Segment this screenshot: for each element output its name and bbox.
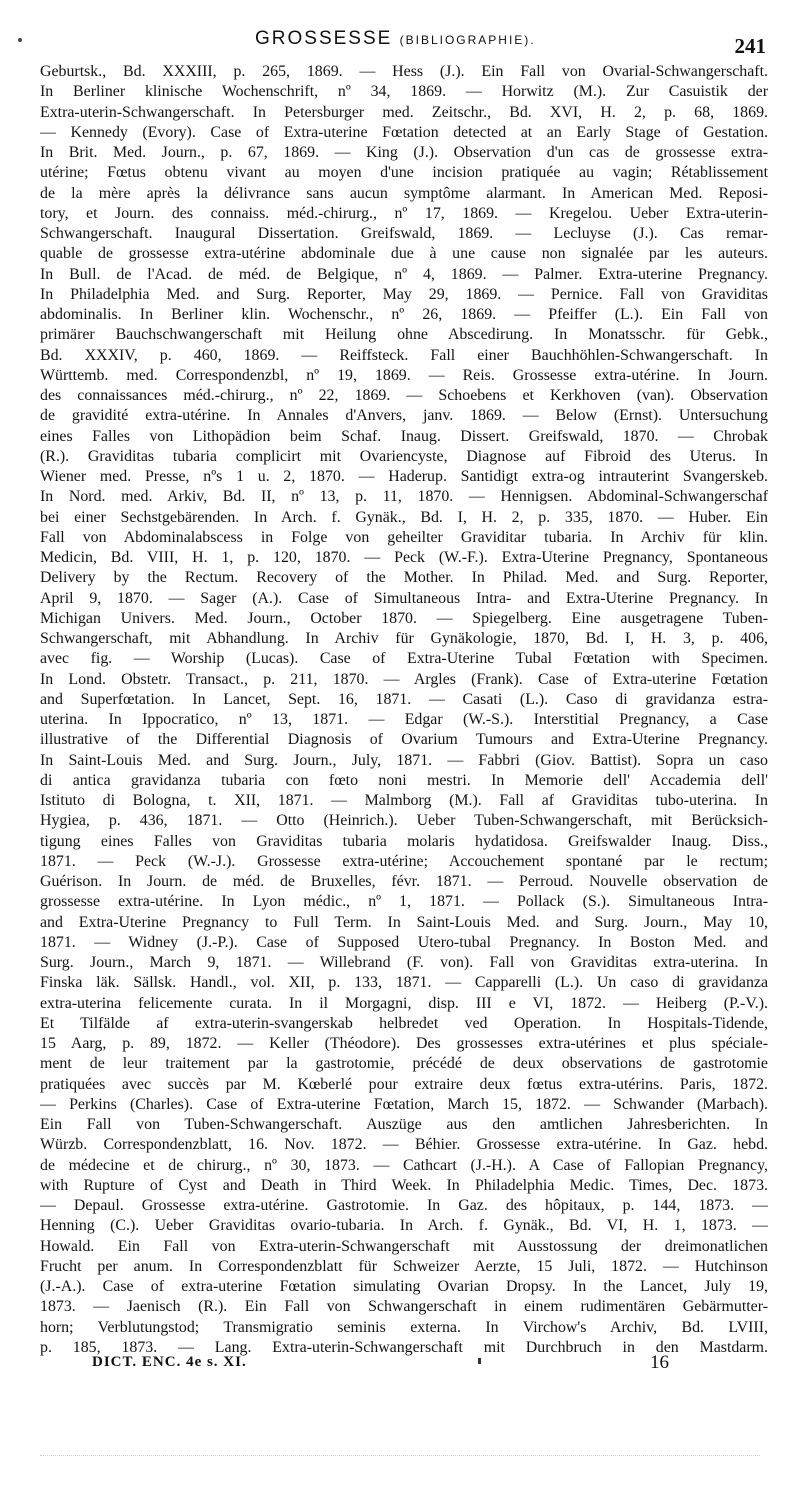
text-line: Geburtsk., Bd. XXXIII, p. 265, 1869. — Hess (J.). Ein Fall von Ovarial-Schwangerschaft. [40, 63, 768, 80]
text-line: In Saint-Louis Med. and Surg. Journ., July, 1871. — Fabbri (Giov. Battist). Sopra un caso [40, 751, 768, 769]
bleed-through-line [40, 1455, 760, 1457]
text-line: Fall von Abdominalabscess in Folge von geheilter Graviditar tubaria. In Archiv für klin. [40, 528, 768, 546]
bibliography-text [40, 62, 768, 1358]
text-line: — Kennedy (Evory). Case of Extra-uterine Fœtation detected at an Early Stage of Gestation. [40, 123, 768, 141]
text-line: Bd. XXXIV, p. 460, 1869. — Reiffsteck. Fall einer Bauchhöhlen-Schwangerschaft. In [40, 346, 768, 364]
text-line: de la mère après la délivrance sans aucun symptôme alarmant. In American Med. Reposi- [40, 184, 768, 202]
text-line: uterina. In Ippocratico, nº 13, 1871. — Edgar (W.-S.). Interstitial Pregnancy, a Case [40, 711, 768, 728]
text-line: 1871. — Peck (W.-J.). Grossesse extra-utérine; Accouchement spontané par le rectum; [40, 852, 768, 870]
text-line: eines Falles von Lithopädion beim Schaf. Inaug. Dissert. Greifswald, 1870. — Chrobak [40, 427, 768, 445]
text-line: de gravidité extra-utérine. In Annales d'Anvers, janv. 1869. — Below (Ernst). Untersuchung [40, 407, 768, 425]
text-line: horn; Verblutungstod; Transmigratio seminis externa. In Virchow's Archiv, Bd. LVIII, [40, 1318, 768, 1336]
text-line: Delivery by the Rectum. Recovery of the Mother. In Philad. Med. and Surg. Reporter, [40, 569, 768, 587]
running-head-title: GROSSESSE [255, 28, 393, 49]
text-line: In Bull. de l'Acad. de méd. de Belgique, nº 4, 1869. — Palmer. Extra-uterine Pregnancy. [40, 265, 768, 283]
text-line: des connaissances méd.-chirurg., nº 22, 1869. — Schoebens et Kerkhoven (van). Observation [40, 387, 768, 404]
text-line: Istituto di Bologna, t. XII, 1871. — Malmborg (M.). Fall af Graviditas tubo-uterina. In [40, 792, 768, 809]
text-line: In Brit. Med. Journ., p. 67, 1869. — King (J.). Observation d'un cas de grossesse extra- [40, 144, 768, 161]
text-line: tigung eines Falles von Graviditas tubaria molaris hydatidosa. Greifswalder Inaug. Diss., [40, 832, 768, 850]
text-line: Guérison. In Journ. de méd. de Bruxelles, févr. 1871. — Perroud. Nouvelle observation de [40, 873, 768, 890]
page-header [0, 28, 800, 58]
text-line: bei einer Sechstgebärenden. In Arch. f. Gynäk., Bd. I, H. 2, p. 335, 1870. — Huber. Ein [40, 508, 768, 526]
text-line: Würzb. Correspondenzblatt, 16. Nov. 1872. — Béhier. Grossesse extra-utérine. In Gaz. hebd. [40, 1136, 768, 1154]
signature-number: 16 [650, 1352, 669, 1373]
text-line: — Depaul. Grossesse extra-utérine. Gastrotomie. In Gaz. des hôpitaux, p. 144, 1873. — [40, 1197, 768, 1214]
text-line: de médecine et de chirurg., nº 30, 1873. — Cathcart (J.-H.). A Case of Fallopian Pregnancy, [40, 1156, 768, 1174]
text-line: Et Tilfälde af extra-uterin-svangerskab helbredet ved Operation. In Hospitals-Tidende, [40, 1014, 768, 1032]
running-head [255, 28, 536, 50]
text-line: In Lond. Obstetr. Transact., p. 211, 1870. — Argles (Frank). Case of Extra-uterine Fœtation [40, 670, 768, 688]
text-line: Medicin, Bd. VIII, H. 1, p. 120, 1870. — Peck (W.-F.). Extra-Uterine Pregnancy, Spontaneous [40, 549, 768, 566]
text-line: In Berliner klinische Wochenschrift, nº 34, 1869. — Horwitz (M.). Zur Casuistik der [40, 83, 768, 101]
text-line: — Perkins (Charles). Case of Extra-uterine Fœtation, March 15, 1872. — Schwander (Marbach). [40, 1095, 768, 1113]
text-line: utérine; Fœtus obtenu vivant au moyen d'une incision pratiquée au vagin; Rétablissement [40, 164, 768, 182]
text-line: Extra-uterin-Schwangerschaft. In Petersburger med. Zeitschr., Bd. XVI, H. 2, p. 68, 1869. [40, 103, 768, 121]
text-line: extra-uterina felicemente curata. In il Morgagni, disp. III e VI, 1872. — Heiberg (P.-V.). [40, 994, 768, 1012]
text-line: 1871. — Widney (J.-P.). Case of Supposed Utero-tubal Pregnancy. In Boston Med. and [40, 933, 768, 951]
page-footer [0, 1354, 800, 1384]
text-line: Henning (C.). Ueber Graviditas ovario-tubaria. In Arch. f. Gynäk., Bd. VI, H. 1, 1873. — [40, 1217, 768, 1235]
text-line: In Nord. med. Arkiv, Bd. II, nº 13, p. 11, 1870. — Hennigsen. Abdominal-Schwangerschaf [40, 488, 768, 506]
text-line: abdominalis. In Berliner klin. Wochenschr., nº 26, 1869. — Pfeiffer (L.). Ein Fall von [40, 306, 768, 323]
footer-tick-mark [478, 1358, 481, 1364]
text-line: quable de grossesse extra-utérine abdominale due à une cause non signalée par les auteurs. [40, 245, 768, 263]
text-line: April 9, 1870. — Sager (A.). Case of Simultaneous Intra- and Extra-Uterine Pregnancy. In [40, 589, 768, 607]
text-line: di antica gravidanza tubaria con fœto noni mestri. In Memorie dell' Accademia dell' [40, 771, 768, 789]
text-line: Finska läk. Sällsk. Handl., vol. XII, p. 133, 1871. — Capparelli (L.). Un caso di gravidanza [40, 974, 768, 992]
text-line: and Extra-Uterine Pregnancy to Full Term. In Saint-Louis Med. and Surg. Journ., May 10, [40, 913, 768, 931]
text-line: p. 185, 1873. — Lang. Extra-uterin-Schwangerschaft mit Durchbruch in den Mastdarm. [40, 1338, 768, 1356]
text-line: Schwangerschaft. Inaugural Dissertation. Greifswald, 1869. — Lecluyse (J.). Cas remar- [40, 225, 768, 242]
text-line: avec fig. — Worship (Lucas). Case of Extra-Uterine Tubal Fœtation with Specimen. [40, 650, 768, 668]
text-line: (R.). Graviditas tubaria complicirt mit Ovariencyste, Diagnose auf Fibroid des Uterus. In [40, 447, 768, 465]
text-line: pratiquées avec succès par M. Kœberlé pour extraire deux fœtus extra-utérins. Paris, 1872. [40, 1075, 768, 1093]
running-head-section: (BIBLIOGRAPHIE). [399, 33, 536, 47]
page-number: 241 [734, 34, 766, 58]
text-line: 1873. — Jaenisch (R.). Ein Fall von Schwangerschaft in einem rudimentären Gebärmutter- [40, 1298, 768, 1316]
text-line: ment de leur traitement par la gastrotomie, précédé de deux observations de gastrotomie [40, 1055, 768, 1073]
text-line: Surg. Journ., March 9, 1871. — Willebrand (F. von). Fall von Graviditas extra-uterina. In [40, 954, 768, 971]
text-line: Württemb. med. Correspondenzbl, nº 19, 1869. — Reis. Grossesse extra-utérine. In Journ. [40, 366, 768, 384]
text-line: primärer Bauchschwangerschaft mit Heilung ohne Abscedirung. In Monatsschr. für Gebk., [40, 326, 768, 344]
text-line: tory, et Journ. des connaiss. méd.-chirurg., nº 17, 1869. — Kregelou. Ueber Extra-uterin- [40, 204, 768, 222]
text-line: Wiener med. Presse, nºs 1 u. 2, 1870. — Haderup. Santidigt extra-og intrauterint Svangerskeb. [40, 468, 768, 485]
text-line: (J.-A.). Case of extra-uterine Fœtation simulating Ovarian Dropsy. In the Lancet, July 19, [40, 1278, 768, 1295]
text-line: Hygiea, p. 436, 1871. — Otto (Heinrich.). Ueber Tuben-Schwangerschaft, mit Berücksich- [40, 812, 768, 830]
text-line: Howald. Ein Fall von Extra-uterin-Schwangerschaft mit Ausstossung der dreimonatlichen [40, 1237, 768, 1255]
text-line: Michigan Univers. Med. Journ., October 1870. — Spiegelberg. Eine ausgetragene Tuben- [40, 609, 768, 627]
text-line: In Philadelphia Med. and Surg. Reporter, May 29, 1869. — Pernice. Fall von Graviditas [40, 285, 768, 303]
margin-dot [18, 38, 22, 42]
text-line: Schwangerschaft, mit Abhandlung. In Archiv für Gynäkologie, 1870, Bd. I, H. 3, p. 406, [40, 630, 768, 647]
text-line: with Rupture of Cyst and Death in Third Week. In Philadelphia Medic. Times, Dec. 1873. [40, 1176, 768, 1194]
text-line: illustrative of the Differential Diagnosis of Ovarium Tumours and Extra-Uterine Pregnancy. [40, 731, 768, 749]
text-line: and Superfœtation. In Lancet, Sept. 16, 1871. — Casati (L.). Caso di gravidanza estra- [40, 690, 768, 708]
text-line: grossesse extra-utérine. In Lyon médic., nº 1, 1871. — Pollack (S.). Simultaneous Intra- [40, 893, 768, 911]
text-line: Ein Fall von Tuben-Schwangerschaft. Auszüge aus den amtlichen Jahresberichten. In [40, 1116, 768, 1133]
signature-mark: DICT. ENC. 4e s. XI. [92, 1354, 247, 1370]
text-line: Frucht per anum. In Correspondenzblatt für Schweizer Aerzte, 15 Juli, 1872. — Hutchinson [40, 1257, 768, 1275]
text-line: 15 Aarg, p. 89, 1872. — Keller (Théodore). Des grossesses extra-utérines et plus spéciale- [40, 1035, 768, 1052]
